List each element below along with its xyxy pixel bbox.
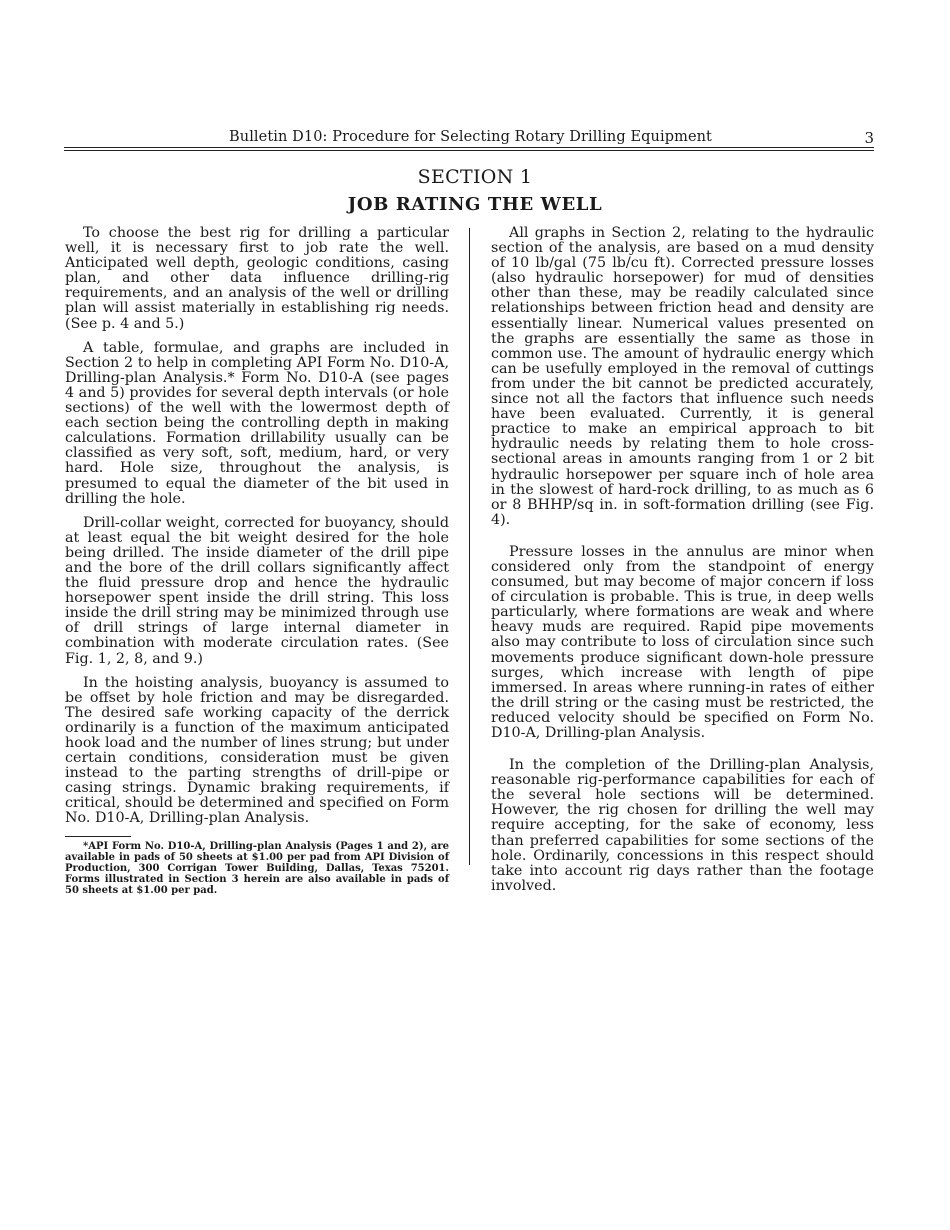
section-subtitle: JOB RATING THE WELL [347, 194, 603, 215]
paragraph: In the hoisting analysis, buoyancy is assumed to be offset by hole friction and may be disregarded. The desired safe working capacity of the derrick ordinarily is a function of the maximum anticipated hook load and the number of lines strung; but under certain conditions, consideration must be given instead to the parting strengths of drill-pipe or casing strings. Dynamic braking requirements, if critical, should be determined and specified on Form No. D10-A, Drilling-plan Analysis. [65, 674, 450, 827]
page-number: 3 [864, 129, 874, 147]
footnote: *API Form No. D10-A, Drilling-plan Analysis (Pages 1 and 2), are available in pads of 50 sheets at $1.00 per pad from API Division of Production, 300 Corrigan Tower Building, Dallas, Texas 75201. Forms illustrated in Section 3 herein are also available in pads of 50 sheets at $1.00 per pad. [65, 840, 449, 897]
section-title: SECTION 1 [417, 166, 533, 188]
left-column [65, 226, 449, 906]
footnote-rule [65, 836, 131, 837]
paragraph: A table, formulae, and graphs are included in Section 2 to help in completing API Form No. D10-A, Drilling-plan Analysis.* Form No. D10-A (see pages 4 and 5) provides for several depth intervals (or hole sections) of the well with the lowermost depth of each section being the controlling depth in making calculations. Formation drillability usually can be classified as very soft, soft, medium, hard, or very hard. Hole size, throughout the analysis, is presumed to equal the diameter of the bit used in drilling the hole. [65, 339, 449, 507]
paragraph: To choose the best rig for drilling a particular well, it is necessary first to job rate the well. Anticipated well depth, geologic conditions, casing plan, and other data influence drilling-rig requirements, and an analysis of the well or drilling plan will assist materially in establishing rig needs. (See p. 4 and 5.) [65, 225, 449, 332]
page-header [64, 129, 874, 149]
paragraph: All graphs in Section 2, relating to the hydraulic section of the analysis, are based on a mud density of 10 lb/gal (75 lb/cu ft). Corrected pressure losses (also hydraulic horsepower) for mud of densities other than these, may be readily calculated since relationships between friction head and density are essentially linear. Numerical values presented on the graphs are essentially the same as those in common use. The amount of hydraulic energy which can be usefully employed in the removal of cuttings from under the bit cannot be predicted accurately, since not all the factors that influence such needs have been evaluated. Currently, it is general practice to make an empirical approach to bit hydraulic needs by relating them to hole cross-sectional areas in amounts ranging from 1 or 2 bit hydraulic horsepower per square inch of hole area in the slowest of hard-rock drilling, to as much as 6 or 8 BHHP/sq in. in soft-formation drilling (see Fig. 4). [491, 225, 874, 528]
header-rule-top [64, 147, 874, 148]
running-title: Bulletin D10: Procedure for Selecting Rotary Drilling Equipment [229, 129, 712, 145]
right-column [491, 226, 874, 903]
paragraph: Pressure losses in the annulus are minor when considered only from the standpoint of energy consumed, but may become of major concern if loss of circulation is probable. This is true, in deep wells particularly, where formations are weak and where heavy muds are required. Rapid pipe movements also may contribute to loss of circulation since such movements produce significant down-hole pressure surges, which increase with length of pipe immersed. In areas where running-in rates of either the drill string or the casing must be restricted, the reduced velocity should be specified on Form No. D10-A, Drilling-plan Analysis. [491, 543, 874, 741]
paragraph: In the completion of the Drilling-plan Analysis, reasonable rig-performance capabilities for each of the several hole sections will be determined. However, the rig chosen for drilling the well may require accepting, for the sake of economy, less than preferred capabilities for some sections of the hole. Ordinarily, concessions in this respect should take into account rig days rather than the footage involved. [491, 757, 874, 894]
paragraph: Drill-collar weight, corrected for buoyancy, should at least equal the bit weight desired for the hole being drilled. The inside diameter of the drill pipe and the bore of the drill collars significantly affect the fluid pressure drop and hence the hydraulic horsepower spent inside the drill string. This loss inside the drill string may be minimized through use of drill strings of large internal diameter in combination with moderate circulation rates. (See Fig. 1, 2, 8, and 9.) [65, 514, 449, 667]
header-rule-bottom [64, 150, 874, 151]
column-divider [469, 228, 470, 865]
